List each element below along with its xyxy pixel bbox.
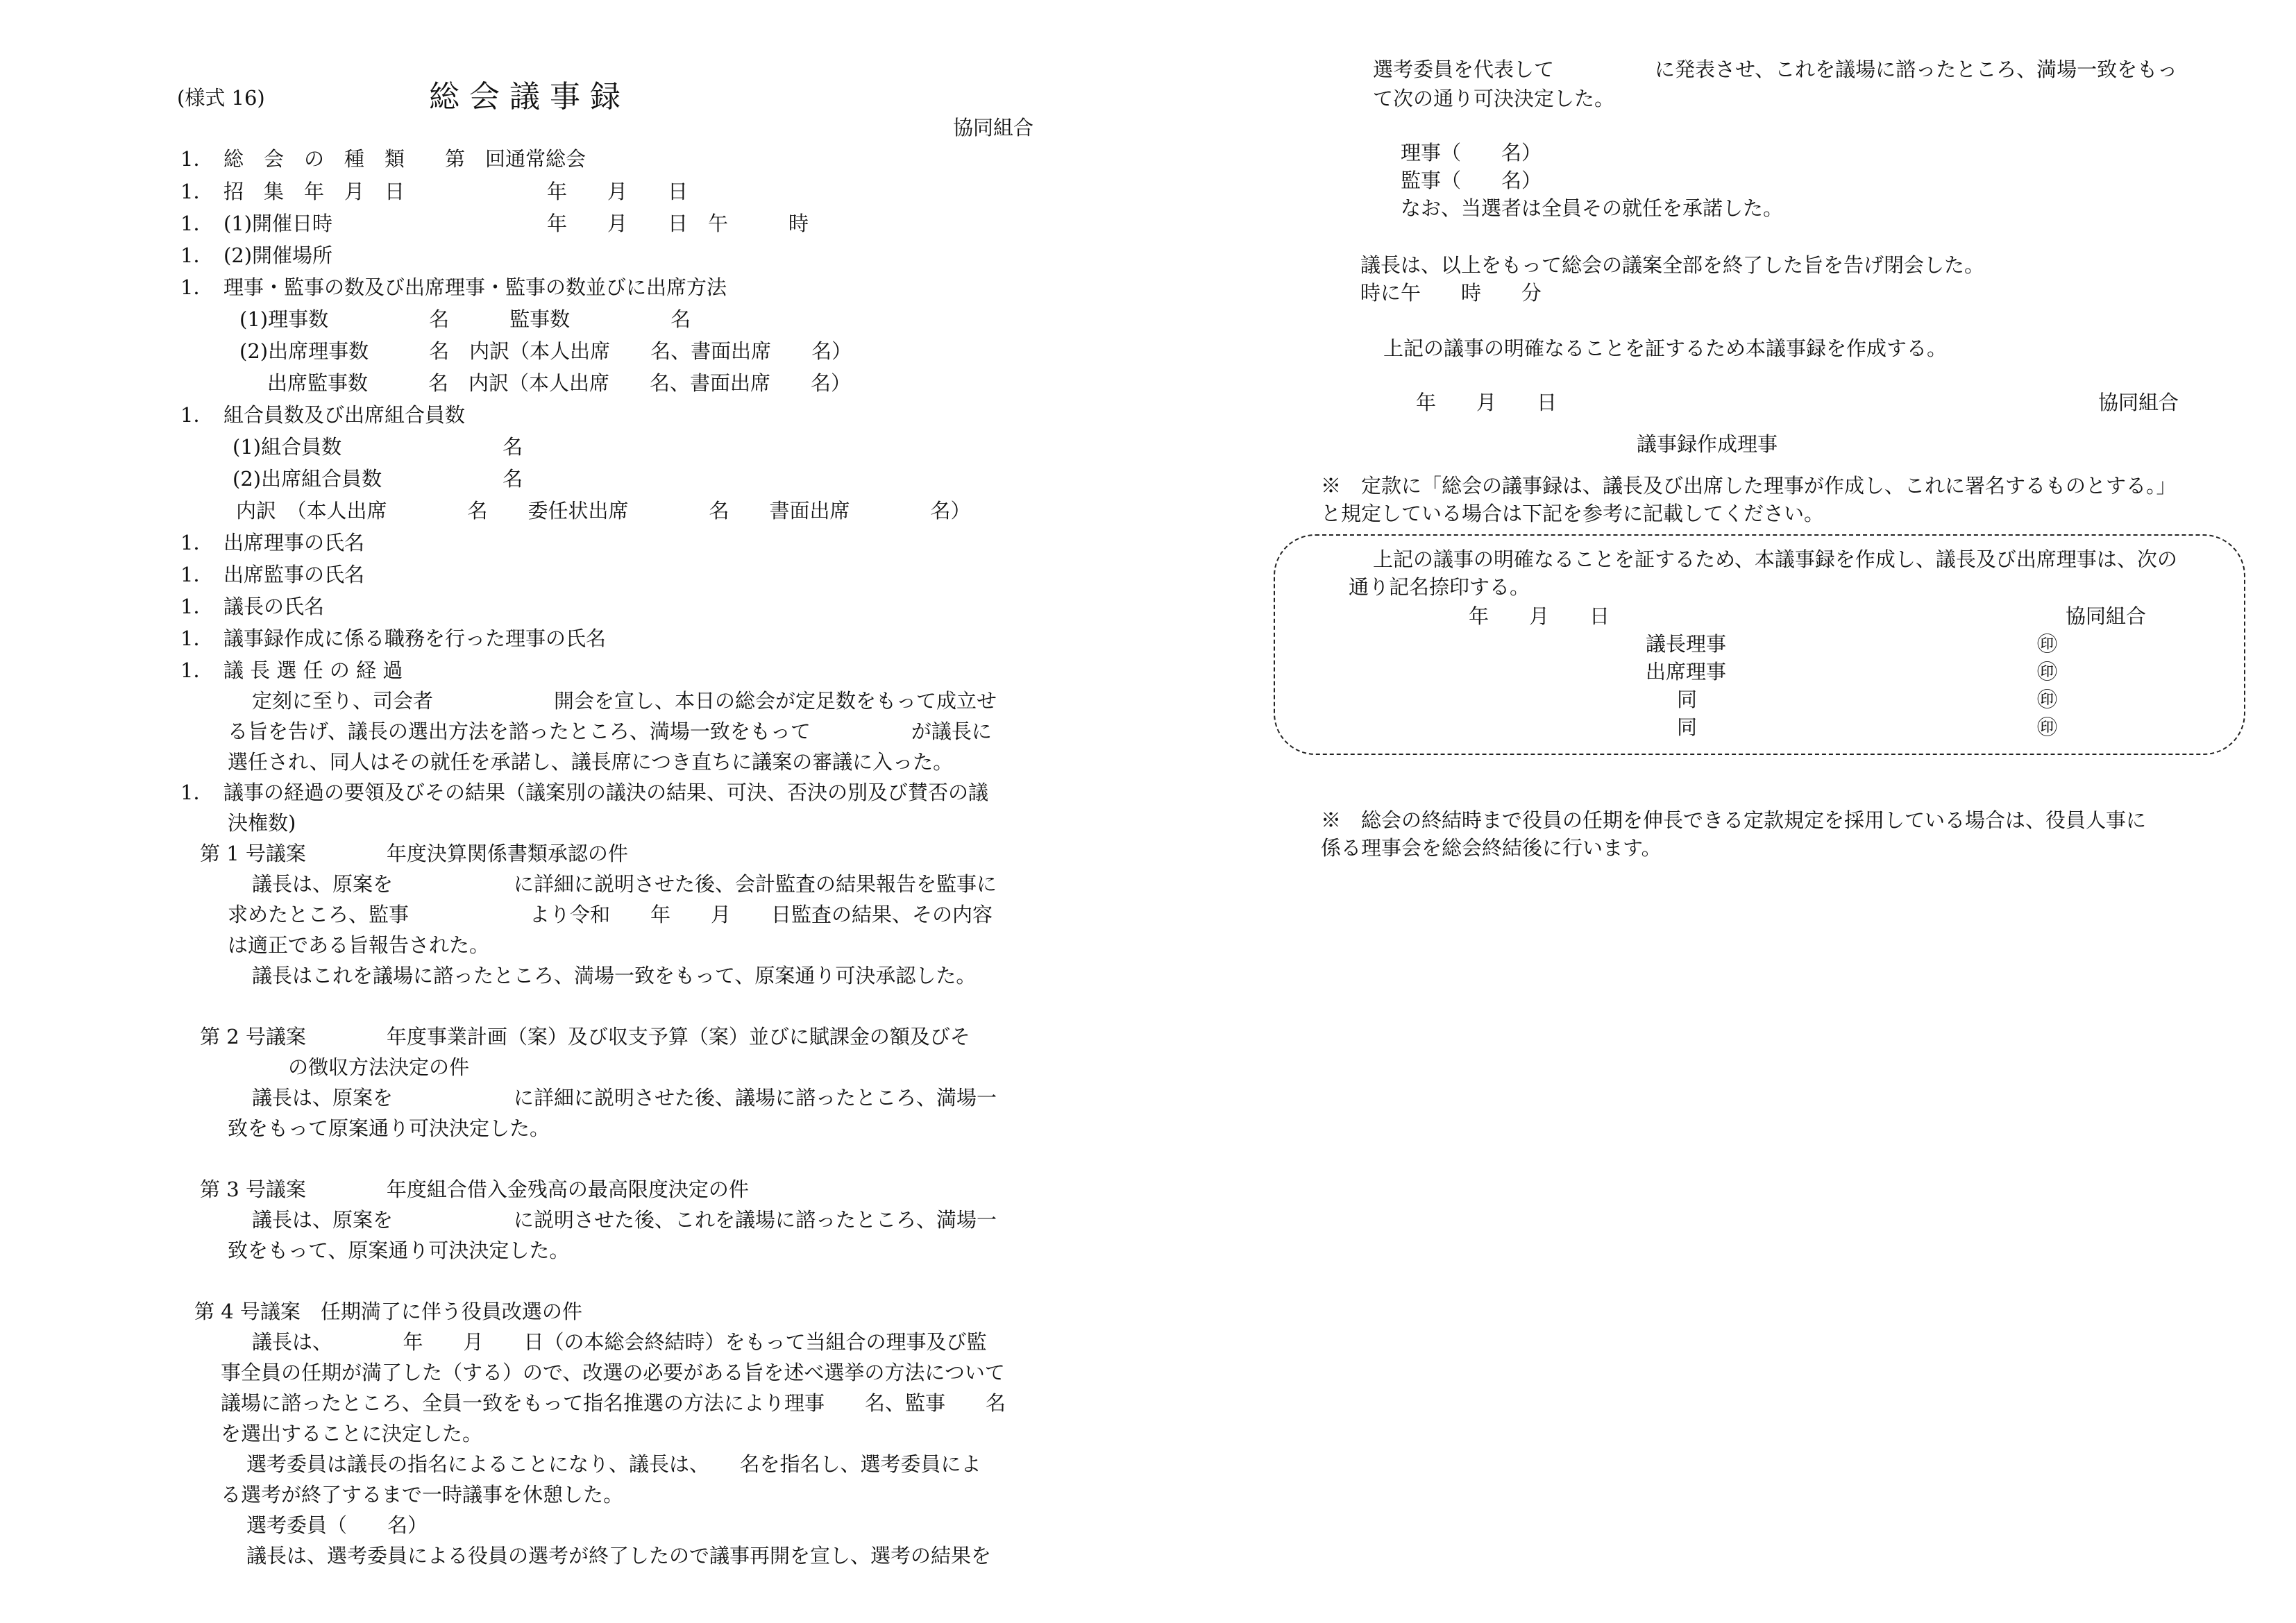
minutes-director-label: 議事録作成理事	[1637, 432, 1778, 456]
form-label: (様式 16)	[177, 86, 265, 110]
attending-director-label: 同	[1677, 688, 1698, 711]
chairperson-name: 1． 議長の氏名	[180, 595, 324, 618]
minutes-director-name: 1． 議事録作成に係る職務を行った理事の氏名	[180, 627, 606, 650]
chair-election-text: 定刻に至り、司会者 開会を宣し、本日の総会が定足数をもって成立せ	[252, 689, 997, 713]
agenda-2-title: の徴収方法決定の件	[288, 1055, 470, 1079]
elected-directors: 理事（ 名）	[1401, 141, 1542, 164]
agenda-3-title: 第 3 号議案 年度組合借入金残高の最高限度決定の件	[200, 1178, 749, 1201]
agenda-1-text: 求めたところ、監事 より令和 年 月 日監査の結果、その内容	[228, 903, 993, 926]
meeting-datetime-label: 1． (1)開催日時	[180, 212, 333, 235]
creation-date: 年 月 日	[1416, 391, 1558, 414]
agenda-4-text: 議長は、選考委員による役員の選考が終了したので議事再開を宣し、選考の結果を	[246, 1544, 992, 1567]
attending-directors-names: 1． 出席理事の氏名	[180, 531, 364, 554]
note-1: ※ 定款に「総会の議事録は、議長及び出席した理事が作成し、これに署名するものとする。」	[1321, 474, 2177, 498]
agenda-4-text: 議長は、 年 月 日（の本総会終結時）をもって当組合の理事及び監	[252, 1330, 987, 1354]
agenda-2-text: 致をもって原案通り可決決定した。	[228, 1116, 550, 1140]
note-2: 係る理事会を総会終結後に行います。	[1321, 836, 1662, 860]
convocation-date-label: 1． 招 集 年 月 日	[180, 180, 405, 203]
note-1: と規定している場合は下記を参考に記載してください。	[1321, 502, 1825, 525]
directors-count: (1)理事数 名 監事数 名	[239, 307, 691, 331]
directors-count-heading: 1． 理事・監事の数及び出席理事・監事の数並びに出席方法	[180, 275, 727, 299]
attending-members-breakdown: 内訳 （本人出席 名 委任状出席 名 書面出席 名）	[236, 499, 971, 522]
attending-members-count: (2)出席組合員数 名	[233, 467, 523, 491]
signature-box-org: 協同組合	[2066, 604, 2147, 628]
signature-box-date: 年 月 日	[1469, 604, 1610, 628]
closing-time: 時に午 時 分	[1360, 281, 1542, 305]
agenda-4-text: 議場に諮ったところ、全員一致をもって指名推選の方法により理事 名、監事 名	[221, 1391, 1006, 1415]
right-text: なお、当選者は全員その就任を承諾した。	[1401, 196, 1784, 220]
agenda-1-title: 第 1 号議案 年度決算関係書類承認の件	[200, 842, 628, 865]
chair-election-text: る旨を告げ、議長の選出方法を諮ったところ、満場一致をもって が議長に	[228, 720, 992, 743]
meeting-type: 1． 総 会 の 種 類 第 回通常総会	[180, 147, 586, 171]
agenda-3-text: 議長は、原案を に説明させた後、これを議場に諮ったところ、満場一	[252, 1208, 997, 1232]
organization-name: 協同組合	[2098, 391, 2179, 414]
agenda-2-text: 議長は、原案を に詳細に説明させた後、議場に諮ったところ、満場一	[252, 1086, 997, 1110]
agenda-1-text: 議長は、原案を に詳細に説明させた後、会計監査の結果報告を監事に	[252, 872, 997, 896]
attending-director-label: 同	[1677, 715, 1698, 739]
page-title: 総 会 議 事 録	[429, 79, 621, 114]
attending-director-label: 出席理事	[1646, 660, 1727, 683]
agenda-4-title: 第 4 号議案 任期満了に伴う役員改選の件	[194, 1300, 582, 1323]
meeting-datetime-value: 年 月 日 午 時	[547, 212, 809, 235]
proceedings-heading: 1． 議事の経過の要領及びその結果（議案別の議決の結果、可決、否決の別及び賛否の議	[180, 781, 988, 804]
meeting-place-label: 1． (2)開催場所	[180, 244, 333, 267]
seal-mark: ㊞	[2037, 688, 2058, 711]
attending-auditors-names: 1． 出席監事の氏名	[180, 563, 364, 586]
agenda-4-text: る選考が終了するまで一時議事を休憩した。	[221, 1483, 624, 1506]
attending-directors-count: (2)出席理事数 名 内訳（本人出席 名、書面出席 名）	[239, 339, 852, 363]
agenda-1-text: 議長はこれを議場に諮ったところ、満場一致をもって、原案通り可決承認した。	[252, 964, 977, 987]
seal-mark: ㊞	[2037, 715, 2058, 739]
signature-box-text: 上記の議事の明確なることを証するため、本議事録を作成し、議長及び出席理事は、次の	[1373, 547, 2177, 571]
agenda-4-text: 事全員の任期が満了した（する）ので、改選の必要がある旨を述べ選挙の方法について	[221, 1361, 1005, 1384]
agenda-3-text: 致をもって、原案通り可決決定した。	[228, 1239, 570, 1262]
signature-box-text: 通り記名捺印する。	[1349, 575, 1530, 599]
agenda-4-text: を選出することに決定した。	[221, 1422, 483, 1445]
proceedings-heading: 決権数)	[228, 811, 296, 835]
attending-auditors-count: 出席監事数 名 内訳（本人出席 名、書面出席 名）	[267, 371, 852, 395]
chair-election-heading: 1． 議 長 選 任 の 経 過	[180, 658, 403, 682]
right-text: て次の通り可決決定した。	[1373, 87, 1615, 110]
right-text: 選考委員を代表して に発表させ、これを議場に諮ったところ、満場一致をもっ	[1373, 58, 2178, 81]
seal-mark: ㊞	[2037, 660, 2058, 683]
seal-mark: ㊞	[2037, 632, 2058, 656]
elected-auditors: 監事（ 名）	[1401, 169, 1542, 192]
chair-election-text: 選任され、同人はその就任を承諾し、議長席につき直ちに議案の審議に入った。	[228, 750, 954, 774]
closing-text: 議長は、以上をもって総会の議案全部を終了した旨を告げ閉会した。	[1360, 253, 1985, 277]
organization-name: 協同組合	[953, 116, 1034, 139]
agenda-2-title: 第 2 号議案 年度事業計画（案）及び収支予算（案）並びに賦課金の額及びそ	[200, 1025, 970, 1048]
certification-text: 上記の議事の明確なることを証するため本議事録を作成する。	[1383, 337, 1948, 360]
chair-director-label: 議長理事	[1646, 632, 1727, 656]
agenda-4-text: 選考委員は議長の指名によることになり、議長は、 名を指名し、選考委員によ	[246, 1452, 981, 1476]
convocation-date-value: 年 月 日	[547, 180, 689, 203]
members-count-heading: 1． 組合員数及び出席組合員数	[180, 403, 465, 427]
selection-committee: 選考委員（ 名）	[246, 1513, 428, 1537]
members-count: (1)組合員数 名	[233, 435, 523, 459]
note-2: ※ 総会の終結時まで役員の任期を伸長できる定款規定を採用している場合は、役員人事に	[1321, 808, 2147, 832]
agenda-1-text: は適正である旨報告された。	[228, 933, 490, 957]
